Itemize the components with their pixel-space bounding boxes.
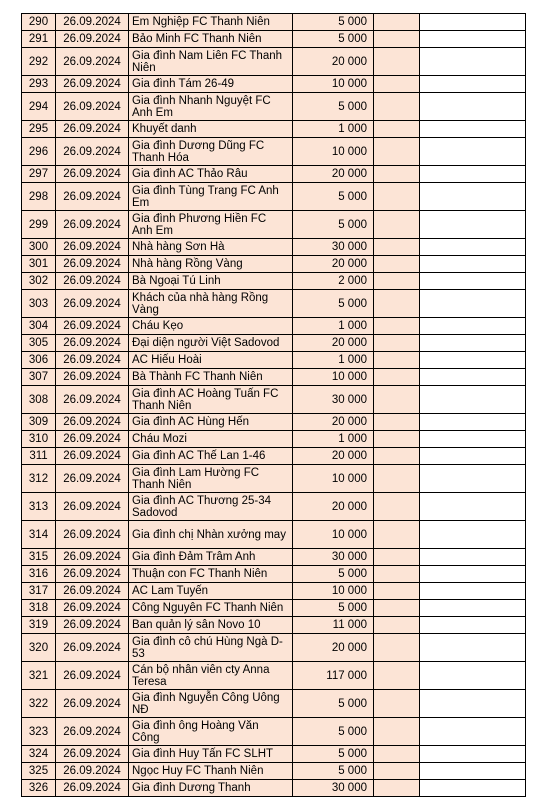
row-number: 309 <box>22 414 56 431</box>
row-blank-cell <box>420 662 526 690</box>
row-donor-name: Khuyết danh <box>129 121 293 138</box>
row-donor-name: Gia đình Dương Thanh <box>129 780 293 797</box>
table-row <box>22 239 526 256</box>
row-amount: 10 000 <box>293 138 374 166</box>
row-number: 292 <box>22 48 56 76</box>
row-date: 26.09.2024 <box>56 465 129 493</box>
row-date: 26.09.2024 <box>56 121 129 138</box>
row-donor-name: Nhà hàng Rồng Vàng <box>129 256 293 273</box>
row-blank-cell <box>420 493 526 521</box>
row-number: 306 <box>22 352 56 369</box>
row-donor-name: Gia đình Nguyễn Công Uông NĐ <box>129 690 293 718</box>
row-donor-name: Bảo Minh FC Thanh Niên <box>129 31 293 48</box>
table-row <box>22 352 526 369</box>
table-row <box>22 48 526 76</box>
row-amount: 20 000 <box>293 414 374 431</box>
row-number: 318 <box>22 600 56 617</box>
row-date: 26.09.2024 <box>56 369 129 386</box>
row-note-cell <box>374 634 420 662</box>
row-blank-cell <box>420 600 526 617</box>
row-amount: 5 000 <box>293 31 374 48</box>
row-number: 294 <box>22 93 56 121</box>
row-blank-cell <box>420 386 526 414</box>
table-row <box>22 290 526 318</box>
row-note-cell <box>374 290 420 318</box>
row-blank-cell <box>420 763 526 780</box>
table-row <box>22 386 526 414</box>
row-amount: 20 000 <box>293 335 374 352</box>
row-amount: 1 000 <box>293 318 374 335</box>
row-donor-name: Gia đình Đảm Trâm Anh <box>129 549 293 566</box>
row-blank-cell <box>420 718 526 746</box>
row-blank-cell <box>420 138 526 166</box>
row-date: 26.09.2024 <box>56 549 129 566</box>
row-note-cell <box>374 583 420 600</box>
row-date: 26.09.2024 <box>56 763 129 780</box>
table-row <box>22 690 526 718</box>
row-number: 291 <box>22 31 56 48</box>
row-number: 311 <box>22 448 56 465</box>
row-donor-name: Gia đình AC Thương 25-34 Sadovod <box>129 493 293 521</box>
row-donor-name: Ban quản lý sân Novo 10 <box>129 617 293 634</box>
donation-table-body <box>22 14 526 797</box>
row-number: 316 <box>22 566 56 583</box>
row-amount: 1 000 <box>293 352 374 369</box>
row-date: 26.09.2024 <box>56 183 129 211</box>
table-row <box>22 14 526 31</box>
row-date: 26.09.2024 <box>56 335 129 352</box>
table-row <box>22 318 526 335</box>
row-donor-name: Gia đình Tám 26-49 <box>129 76 293 93</box>
row-amount: 20 000 <box>293 166 374 183</box>
table-row <box>22 166 526 183</box>
row-note-cell <box>374 662 420 690</box>
row-date: 26.09.2024 <box>56 166 129 183</box>
row-amount: 5 000 <box>293 763 374 780</box>
row-date: 26.09.2024 <box>56 662 129 690</box>
row-number: 314 <box>22 521 56 549</box>
row-note-cell <box>374 183 420 211</box>
row-number: 295 <box>22 121 56 138</box>
row-number: 317 <box>22 583 56 600</box>
row-number: 290 <box>22 14 56 31</box>
row-number: 301 <box>22 256 56 273</box>
row-blank-cell <box>420 448 526 465</box>
row-number: 308 <box>22 386 56 414</box>
row-date: 26.09.2024 <box>56 211 129 239</box>
row-number: 313 <box>22 493 56 521</box>
row-amount: 11 000 <box>293 617 374 634</box>
row-donor-name: Ngọc Huy FC Thanh Niên <box>129 763 293 780</box>
row-note-cell <box>374 549 420 566</box>
row-date: 26.09.2024 <box>56 76 129 93</box>
row-blank-cell <box>420 690 526 718</box>
row-date: 26.09.2024 <box>56 318 129 335</box>
row-date: 26.09.2024 <box>56 634 129 662</box>
row-number: 310 <box>22 431 56 448</box>
row-number: 304 <box>22 318 56 335</box>
row-donor-name: Gia đình Phương Hiền FC Anh Em <box>129 211 293 239</box>
row-blank-cell <box>420 780 526 797</box>
row-number: 320 <box>22 634 56 662</box>
row-donor-name: Cán bộ nhân viên cty Anna Teresa <box>129 662 293 690</box>
table-row <box>22 521 526 549</box>
row-number: 299 <box>22 211 56 239</box>
row-note-cell <box>374 600 420 617</box>
row-blank-cell <box>420 583 526 600</box>
row-blank-cell <box>420 273 526 290</box>
row-amount: 10 000 <box>293 76 374 93</box>
row-note-cell <box>374 718 420 746</box>
row-note-cell <box>374 211 420 239</box>
row-date: 26.09.2024 <box>56 746 129 763</box>
row-note-cell <box>374 566 420 583</box>
table-row <box>22 763 526 780</box>
row-donor-name: AC Lam Tuyến <box>129 583 293 600</box>
row-date: 26.09.2024 <box>56 239 129 256</box>
row-donor-name: Khách của nhà hàng Rồng Vàng <box>129 290 293 318</box>
row-note-cell <box>374 93 420 121</box>
row-amount: 30 000 <box>293 239 374 256</box>
row-amount: 5 000 <box>293 746 374 763</box>
row-donor-name: Gia đình cô chú Hùng Ngà D-53 <box>129 634 293 662</box>
row-number: 325 <box>22 763 56 780</box>
row-amount: 117 000 <box>293 662 374 690</box>
table-row <box>22 431 526 448</box>
row-amount: 5 000 <box>293 718 374 746</box>
row-blank-cell <box>420 31 526 48</box>
row-date: 26.09.2024 <box>56 521 129 549</box>
row-note-cell <box>374 521 420 549</box>
row-blank-cell <box>420 290 526 318</box>
table-row <box>22 634 526 662</box>
row-amount: 1 000 <box>293 431 374 448</box>
row-donor-name: Gia đình AC Thảo Râu <box>129 166 293 183</box>
row-amount: 20 000 <box>293 493 374 521</box>
row-number: 323 <box>22 718 56 746</box>
row-blank-cell <box>420 566 526 583</box>
row-blank-cell <box>420 414 526 431</box>
row-number: 300 <box>22 239 56 256</box>
row-number: 315 <box>22 549 56 566</box>
row-note-cell <box>374 465 420 493</box>
row-date: 26.09.2024 <box>56 14 129 31</box>
row-note-cell <box>374 448 420 465</box>
table-row <box>22 600 526 617</box>
row-donor-name: AC Hiếu Hoài <box>129 352 293 369</box>
row-note-cell <box>374 352 420 369</box>
table-row <box>22 335 526 352</box>
row-date: 26.09.2024 <box>56 431 129 448</box>
row-number: 297 <box>22 166 56 183</box>
row-amount: 30 000 <box>293 780 374 797</box>
row-amount: 20 000 <box>293 48 374 76</box>
row-blank-cell <box>420 211 526 239</box>
row-amount: 10 000 <box>293 521 374 549</box>
row-donor-name: Cháu Kẹo <box>129 318 293 335</box>
row-donor-name: Gia đình ông Hoàng Văn Công <box>129 718 293 746</box>
row-note-cell <box>374 617 420 634</box>
row-blank-cell <box>420 14 526 31</box>
row-donor-name: Gia đình Tùng Trang FC Anh Em <box>129 183 293 211</box>
table-row <box>22 414 526 431</box>
row-number: 324 <box>22 746 56 763</box>
table-row <box>22 746 526 763</box>
row-amount: 2 000 <box>293 273 374 290</box>
table-row <box>22 31 526 48</box>
table-row <box>22 465 526 493</box>
row-blank-cell <box>420 465 526 493</box>
row-blank-cell <box>420 183 526 211</box>
row-date: 26.09.2024 <box>56 583 129 600</box>
row-donor-name: Thuận con FC Thanh Niên <box>129 566 293 583</box>
table-row <box>22 566 526 583</box>
row-blank-cell <box>420 76 526 93</box>
row-blank-cell <box>420 335 526 352</box>
row-date: 26.09.2024 <box>56 138 129 166</box>
row-blank-cell <box>420 352 526 369</box>
table-row <box>22 718 526 746</box>
table-row <box>22 273 526 290</box>
row-number: 298 <box>22 183 56 211</box>
row-donor-name: Gia đình Huy Tấn FC SLHT <box>129 746 293 763</box>
table-row <box>22 76 526 93</box>
table-row <box>22 369 526 386</box>
row-blank-cell <box>420 318 526 335</box>
row-blank-cell <box>420 256 526 273</box>
row-number: 322 <box>22 690 56 718</box>
row-donor-name: Gia đình Dương Dũng FC Thanh Hóa <box>129 138 293 166</box>
table-row <box>22 583 526 600</box>
row-donor-name: Nhà hàng Sơn Hà <box>129 239 293 256</box>
row-amount: 5 000 <box>293 690 374 718</box>
table-row <box>22 211 526 239</box>
row-amount: 1 000 <box>293 121 374 138</box>
row-amount: 5 000 <box>293 600 374 617</box>
row-number: 303 <box>22 290 56 318</box>
table-row <box>22 93 526 121</box>
row-amount: 10 000 <box>293 465 374 493</box>
row-blank-cell <box>420 93 526 121</box>
row-date: 26.09.2024 <box>56 273 129 290</box>
row-note-cell <box>374 690 420 718</box>
table-row <box>22 493 526 521</box>
row-amount: 20 000 <box>293 634 374 662</box>
row-note-cell <box>374 31 420 48</box>
row-note-cell <box>374 780 420 797</box>
row-date: 26.09.2024 <box>56 48 129 76</box>
row-note-cell <box>374 386 420 414</box>
row-donor-name: Gia đình Lam Hường FC Thanh Niên <box>129 465 293 493</box>
table-row <box>22 183 526 211</box>
row-date: 26.09.2024 <box>56 690 129 718</box>
row-amount: 5 000 <box>293 290 374 318</box>
row-donor-name: Bà Ngoại Tú Linh <box>129 273 293 290</box>
row-note-cell <box>374 138 420 166</box>
row-note-cell <box>374 14 420 31</box>
row-date: 26.09.2024 <box>56 718 129 746</box>
row-note-cell <box>374 166 420 183</box>
row-note-cell <box>374 239 420 256</box>
row-amount: 10 000 <box>293 369 374 386</box>
row-amount: 30 000 <box>293 386 374 414</box>
table-row <box>22 138 526 166</box>
row-date: 26.09.2024 <box>56 31 129 48</box>
row-donor-name: Gia đình Nhanh Nguyệt FC Anh Em <box>129 93 293 121</box>
row-number: 296 <box>22 138 56 166</box>
row-donor-name: Em Nghiệp FC Thanh Niên <box>129 14 293 31</box>
row-note-cell <box>374 746 420 763</box>
table-row <box>22 448 526 465</box>
row-date: 26.09.2024 <box>56 617 129 634</box>
row-donor-name: Đại diện người Việt Sadovod <box>129 335 293 352</box>
row-donor-name: Cháu Mozi <box>129 431 293 448</box>
table-row <box>22 662 526 690</box>
row-blank-cell <box>420 166 526 183</box>
row-donor-name: Gia đình AC Thế Lan 1-46 <box>129 448 293 465</box>
row-blank-cell <box>420 369 526 386</box>
row-amount: 5 000 <box>293 14 374 31</box>
row-number: 307 <box>22 369 56 386</box>
row-date: 26.09.2024 <box>56 493 129 521</box>
row-amount: 5 000 <box>293 566 374 583</box>
row-amount: 5 000 <box>293 93 374 121</box>
row-amount: 20 000 <box>293 256 374 273</box>
row-note-cell <box>374 369 420 386</box>
table-row <box>22 256 526 273</box>
donation-table <box>21 13 526 797</box>
row-amount: 5 000 <box>293 183 374 211</box>
row-note-cell <box>374 48 420 76</box>
row-blank-cell <box>420 549 526 566</box>
row-number: 302 <box>22 273 56 290</box>
row-blank-cell <box>420 746 526 763</box>
row-date: 26.09.2024 <box>56 256 129 273</box>
row-donor-name: Gia đình AC Hùng Hến <box>129 414 293 431</box>
table-row <box>22 121 526 138</box>
row-blank-cell <box>420 617 526 634</box>
row-blank-cell <box>420 431 526 448</box>
row-blank-cell <box>420 239 526 256</box>
row-blank-cell <box>420 521 526 549</box>
row-note-cell <box>374 763 420 780</box>
row-donor-name: Bà Thành FC Thanh Niên <box>129 369 293 386</box>
row-donor-name: Gia đình AC Hoàng Tuấn FC Thanh Niên <box>129 386 293 414</box>
row-note-cell <box>374 493 420 521</box>
row-number: 319 <box>22 617 56 634</box>
row-note-cell <box>374 414 420 431</box>
table-row <box>22 549 526 566</box>
row-blank-cell <box>420 634 526 662</box>
row-note-cell <box>374 76 420 93</box>
row-date: 26.09.2024 <box>56 352 129 369</box>
row-note-cell <box>374 256 420 273</box>
row-number: 321 <box>22 662 56 690</box>
row-donor-name: Công Nguyên FC Thanh Niên <box>129 600 293 617</box>
row-number: 293 <box>22 76 56 93</box>
row-note-cell <box>374 335 420 352</box>
row-date: 26.09.2024 <box>56 566 129 583</box>
row-number: 305 <box>22 335 56 352</box>
row-amount: 30 000 <box>293 549 374 566</box>
row-note-cell <box>374 318 420 335</box>
row-blank-cell <box>420 48 526 76</box>
row-date: 26.09.2024 <box>56 386 129 414</box>
table-row <box>22 617 526 634</box>
row-blank-cell <box>420 121 526 138</box>
row-number: 312 <box>22 465 56 493</box>
row-note-cell <box>374 121 420 138</box>
row-date: 26.09.2024 <box>56 414 129 431</box>
row-donor-name: Gia đình Nam Liên FC Thanh Niên <box>129 48 293 76</box>
row-number: 326 <box>22 780 56 797</box>
row-amount: 5 000 <box>293 211 374 239</box>
row-date: 26.09.2024 <box>56 600 129 617</box>
row-amount: 10 000 <box>293 583 374 600</box>
table-row <box>22 780 526 797</box>
row-donor-name: Gia đình chị Nhàn xưởng may <box>129 521 293 549</box>
row-date: 26.09.2024 <box>56 780 129 797</box>
row-note-cell <box>374 431 420 448</box>
row-date: 26.09.2024 <box>56 93 129 121</box>
row-date: 26.09.2024 <box>56 290 129 318</box>
row-note-cell <box>374 273 420 290</box>
row-date: 26.09.2024 <box>56 448 129 465</box>
row-amount: 20 000 <box>293 448 374 465</box>
